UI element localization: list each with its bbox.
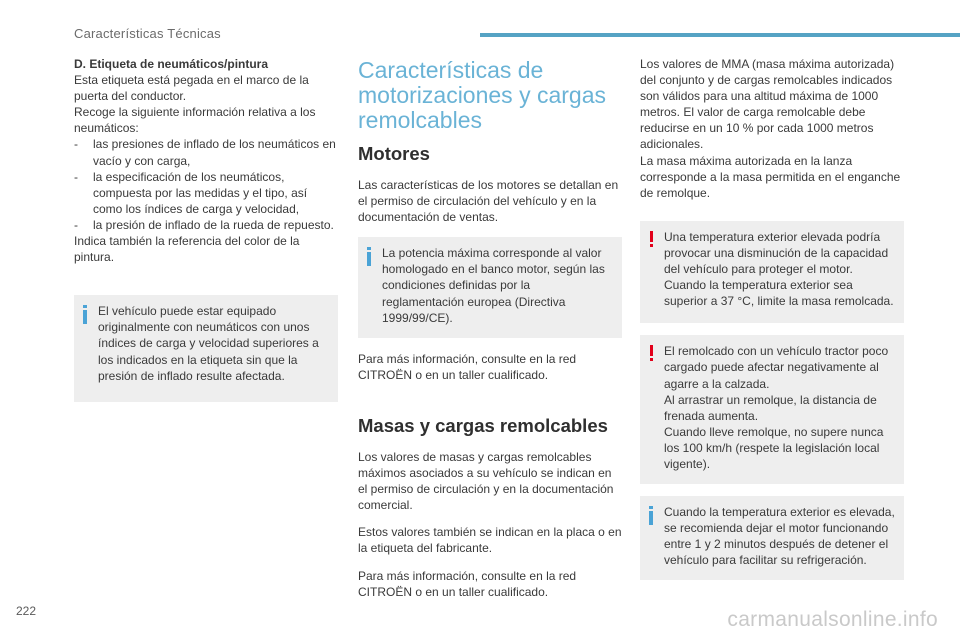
towing-text-2: Estos valores también se indican en la placa o en la etiqueta del fabricante.: [358, 525, 622, 556]
info-note-cooling: Cuando la temperatura exterior es elevada, se recomienda dejar el motor funcionando entre 1 y 2 minutos después de detener el vehículo para facilitar su refrigeración.: [640, 496, 904, 580]
engines-text: Las características de los motores se detallan en el permiso de circulación del vehículo y en la documentación de ventas.: [358, 178, 619, 225]
warning-icon: [649, 345, 653, 361]
list-item: - las presiones de inflado de los neumáticos en vacío y con carga,: [74, 137, 336, 168]
tire-label-heading: D. Etiqueta de neumáticos/pintura: [74, 57, 269, 71]
list-item: - la presión de inflado de la rueda de repuesto.: [74, 217, 334, 232]
warning-icon: [649, 231, 653, 247]
warning-note-towing: El remolcado con un vehículo tractor poco cargado puede afectar negativamente al agarre a la calzada. Al arrastrar un remolque, la distancia de frenada aumenta. Cuando lleve remolque, no supere nunca los 100 km/h (respete la legislación local vigente).: [640, 335, 904, 484]
info-icon: [649, 506, 653, 525]
paint-reference-text: Indica también la referencia del color de la pintura.: [74, 234, 300, 265]
tire-label-intro: Recoge la siguiente información relativa a los neumáticos:: [74, 105, 316, 136]
page-number: 222: [16, 604, 37, 618]
column-left: [74, 56, 338, 402]
list-item: - la especificación de los neumáticos, compuesta por las medidas y el tipo, así como los índices de carga y velocidad,: [74, 169, 308, 216]
tire-info-list: [74, 136, 338, 233]
tire-label-location: Esta etiqueta está pegada en el marco de la puerta del conductor.: [74, 73, 309, 104]
towing-text-1: Los valores de masas y cargas remolcables máximos asociados a su vehículo se indican en el permiso de circulación y en la documentación comercial.: [358, 449, 614, 513]
page-title: Características de motorizaciones y cargas remolcables: [358, 57, 606, 133]
column-right: [640, 56, 904, 580]
info-icon: [367, 247, 371, 266]
towing-more-info: Para más información, consulte en la red CITROËN o en un taller cualificado.: [358, 568, 577, 599]
engines-heading: Motores: [358, 143, 430, 164]
mma-text: Los valores de MMA (masa máxima autorizada) del conjunto y de cargas remolcables indicados son válidos para una altitud máxima de 1000 metros. El valor de carga remolcable debe reducirse en un 10 % por cada 1000 metros adicionales.: [640, 57, 895, 152]
column-middle: [358, 56, 622, 600]
header-accent-bar: [480, 33, 960, 37]
info-icon: [83, 305, 87, 324]
towing-heading: Masas y cargas remolcables: [358, 414, 608, 436]
section-title: Características Técnicas: [74, 26, 221, 41]
engines-more-info: Para más información, consulte en la red CITROËN o en un taller cualificado.: [358, 351, 577, 382]
warning-note-temperature: Una temperatura exterior elevada podría provocar una disminución de la capacidad del vehículo para proteger el motor. Cuando la temperatura exterior sea superior a 37 °C, limite la masa remolcada.: [640, 221, 904, 323]
watermark: carmanualsonline.info: [727, 608, 938, 631]
info-note-power: La potencia máxima corresponde al valor homologado en el banco motor, según las condiciones definidas por la reglamentación europea (Directiva 1999/99/CE).: [358, 237, 622, 337]
info-note-tires: El vehículo puede estar equipado originalmente con neumáticos con unos índices de carga y velocidad superiores a los indicados en la etiqueta sin que la presión de inflado resulte afectada.: [74, 295, 338, 401]
drawbar-mass-text: La masa máxima autorizada en la lanza corresponde a la masa permitida en el enganche de remolque.: [640, 153, 901, 200]
